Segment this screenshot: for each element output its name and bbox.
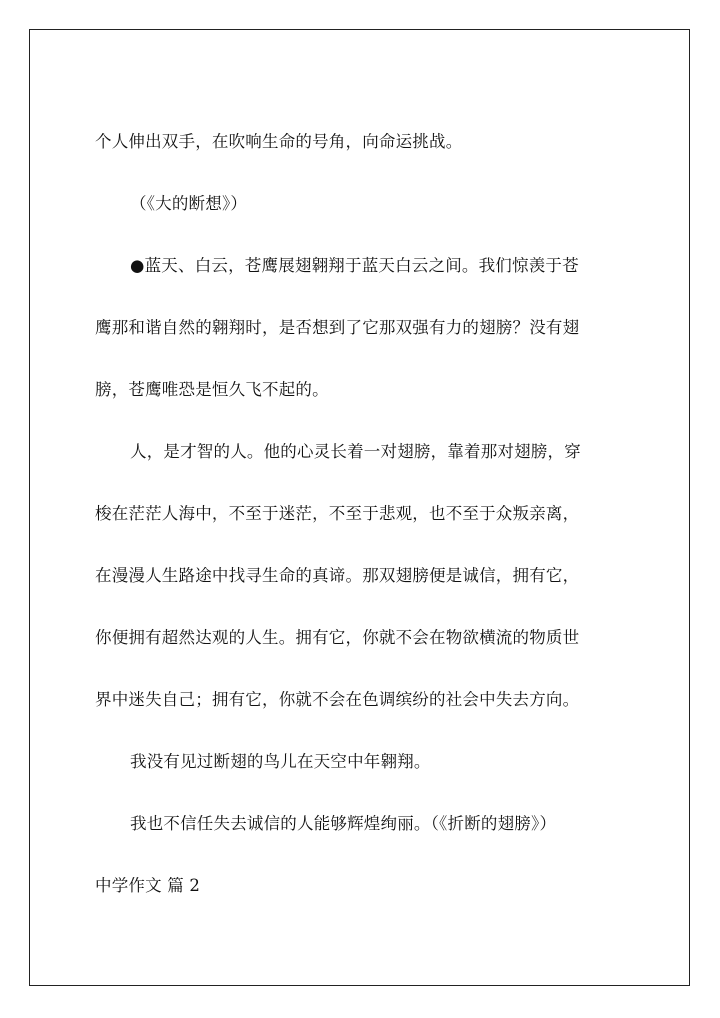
section-heading: 中学作文 篇 2 bbox=[95, 876, 201, 895]
text-line-2: （《大的断想》） bbox=[130, 194, 248, 213]
text-line-5: 膀，苍鹰唯恐是恒久飞不起的。 bbox=[95, 380, 329, 399]
text-line-6: 人，是才智的人。他的心灵长着一对翅膀，靠着那对翅膀，穿 bbox=[130, 442, 581, 461]
text-line-9: 你便拥有超然达观的人生。拥有它，你就不会在物欲横流的物质世 bbox=[95, 628, 580, 647]
text-line-3: ●蓝天、白云，苍鹰展翅翱翔于蓝天白云之间。我们惊羡于苍 bbox=[130, 256, 579, 275]
text-line-11: 我没有见过断翅的鸟儿在天空中年翱翔。 bbox=[130, 752, 431, 771]
text-line-7: 梭在茫茫人海中，不至于迷茫，不至于悲观，也不至于众叛亲离， bbox=[95, 504, 580, 523]
text-line-4: 鹰那和谐自然的翱翔时，是否想到了它那双强有力的翅膀？没有翅 bbox=[95, 318, 580, 337]
text-line-1: 个人伸出双手，在吹响生命的号角，向命运挑战。 bbox=[95, 132, 463, 151]
text-line-8: 在漫漫人生路途中找寻生命的真谛。那双翅膀便是诚信，拥有它， bbox=[95, 566, 580, 585]
text-line-10: 界中迷失自己；拥有它，你就不会在色调缤纷的社会中失去方向。 bbox=[95, 690, 580, 709]
text-line-12: 我也不信任失去诚信的人能够辉煌绚丽。（《折断的翅膀》） bbox=[130, 814, 557, 833]
